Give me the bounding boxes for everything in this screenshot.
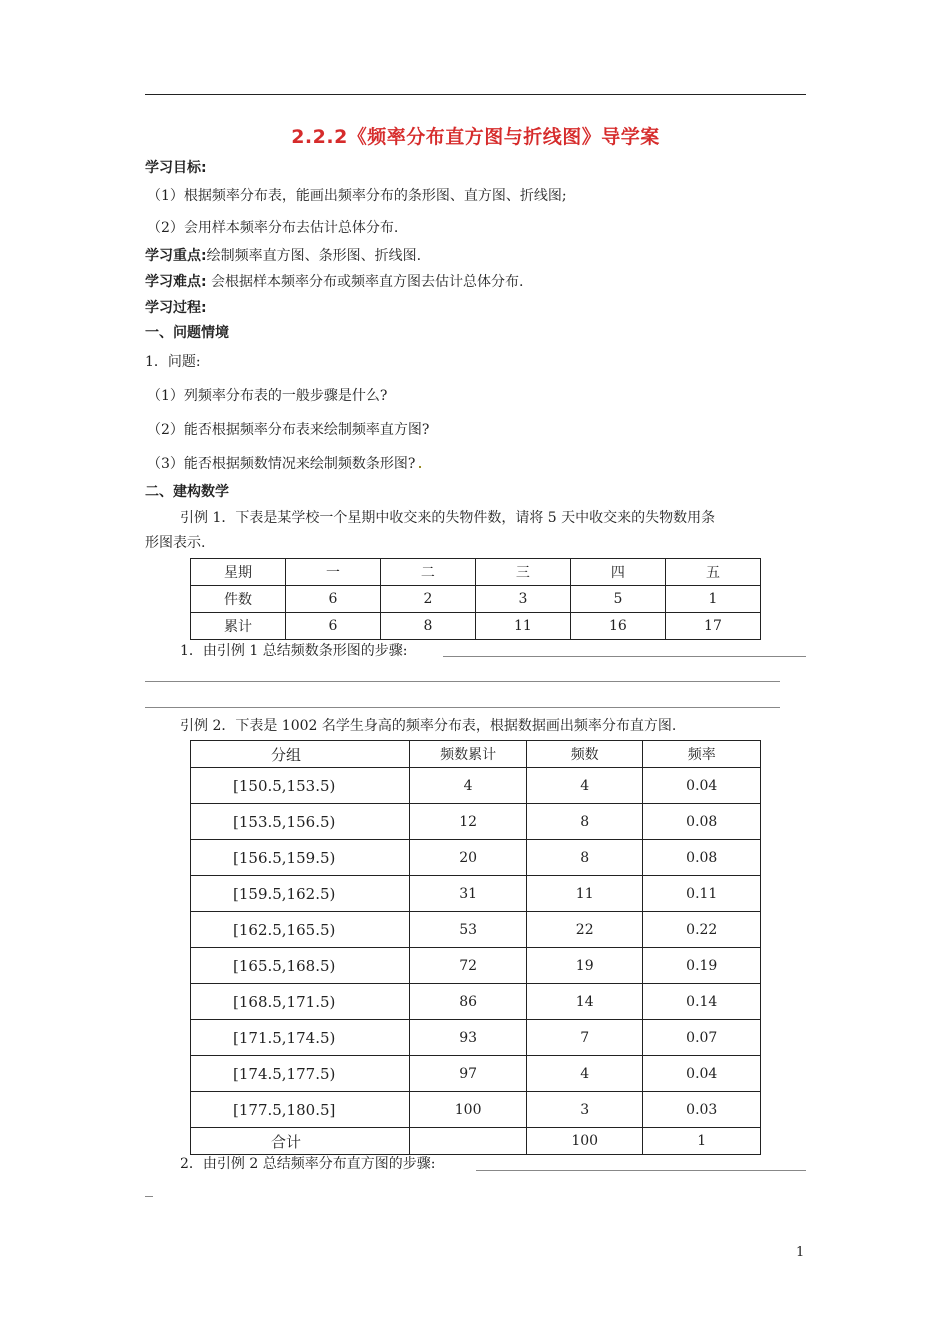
table-row [191,613,761,640]
table-footer-cell: 合计 [191,1128,410,1155]
table-header-row [191,741,761,768]
header-rule [145,94,806,95]
key-point-label: 学习重点: [145,248,207,264]
table-cell: 22 [526,912,643,948]
table-header-cell: 频数累计 [410,741,527,768]
table-cell: [153.5,156.5) [191,804,410,840]
table-row [191,804,761,840]
table-cell: 0.07 [643,1020,761,1056]
table-cell: 100 [410,1092,527,1128]
table-cell: 8 [380,613,475,640]
table-cell: 0.22 [643,912,761,948]
example-2: 引例 2．下表是 1002 名学生身高的频率分布表，根据数据画出频率分布直方图. [180,718,677,734]
stray-mark [419,466,421,468]
table-header-cell: 频率 [643,741,761,768]
table-cell: 0.14 [643,984,761,1020]
table-footer-row [191,1128,761,1155]
answer-blank-2[interactable] [145,681,780,682]
table-cell: 6 [285,613,380,640]
table-header-cell: 频数 [526,741,643,768]
difficulty-label: 学习难点: [145,274,207,290]
table-cell: 四 [570,559,665,586]
table-cell: 11 [526,876,643,912]
table-cell: [156.5,159.5) [191,840,410,876]
answer-blank-1[interactable] [443,656,806,657]
table-row [191,586,761,613]
table-cell: 16 [570,613,665,640]
document-title: 2.2.2《频率分布直方图与折线图》导学案 [291,126,660,148]
table-cell: [168.5,171.5) [191,984,410,1020]
table-cell: 86 [410,984,527,1020]
table-row [191,559,761,586]
lost-items-table [190,558,761,640]
table-row [191,840,761,876]
example-1-line-1: 引例 1．下表是某学校一个星期中收交来的失物件数，请将 5 天中收交来的失物数用条 [180,510,716,526]
table-cell: 12 [410,804,527,840]
table-cell: 19 [526,948,643,984]
table-cell: 件数 [191,586,286,613]
table-cell: 2 [380,586,475,613]
table-row [191,1020,761,1056]
table-cell: [165.5,168.5) [191,948,410,984]
table-row [191,912,761,948]
answer-blank-5[interactable] [145,1196,153,1197]
key-point-text: 绘制频率直方图、条形图、折线图. [206,248,422,264]
table-row [191,1092,761,1128]
table-cell: 20 [410,840,527,876]
table-cell: 5 [570,586,665,613]
question-intro: 1．问题: [145,354,201,370]
answer-blank-4[interactable] [476,1170,806,1171]
table-cell: 二 [380,559,475,586]
difficulty [145,272,524,292]
table-row [191,984,761,1020]
table-row [191,876,761,912]
table-cell: 8 [526,804,643,840]
table-row [191,768,761,804]
table-cell: 五 [665,559,760,586]
summary-2: 2．由引例 2 总结频率分布直方图的步骤: [180,1156,436,1172]
table-row [191,948,761,984]
table-cell: 7 [526,1020,643,1056]
table-cell: [162.5,165.5) [191,912,410,948]
table-cell: 累计 [191,613,286,640]
table-cell: 97 [410,1056,527,1092]
table-cell: 三 [475,559,570,586]
table-cell: 0.08 [643,804,761,840]
table-cell: 0.04 [643,1056,761,1092]
table-cell: 93 [410,1020,527,1056]
table-cell: 一 [285,559,380,586]
table-cell: 31 [410,876,527,912]
table-cell: 3 [526,1092,643,1128]
process-heading: 学习过程: [145,300,207,316]
table-cell: 4 [526,768,643,804]
example-1-line-2: 形图表示. [145,535,206,551]
table-header-cell: 分组 [191,741,410,768]
question-2: （2）能否根据频率分布表来绘制频率直方图? [147,422,430,438]
page-number: 1 [796,1245,805,1260]
table-cell: 0.03 [643,1092,761,1128]
table-cell: 14 [526,984,643,1020]
key-point [145,246,421,266]
table-cell: 0.04 [643,768,761,804]
height-frequency-table [190,740,761,1155]
summary-1: 1．由引例 1 总结频数条形图的步骤: [180,643,408,659]
table-footer-cell: 100 [526,1128,643,1155]
table-cell: 3 [475,586,570,613]
table-footer-cell: 1 [643,1128,761,1155]
section-2-heading: 二、建构数学 [145,484,229,500]
section-1-heading: 一、问题情境 [145,325,229,341]
objective-2: （2）会用样本频率分布去估计总体分布. [147,220,399,236]
table-cell: [171.5,174.5) [191,1020,410,1056]
table-cell: 4 [526,1056,643,1092]
table-cell: [174.5,177.5) [191,1056,410,1092]
objectives-heading: 学习目标: [145,160,207,176]
table-cell: 8 [526,840,643,876]
table-cell: 53 [410,912,527,948]
question-3 [147,454,421,474]
table-cell: [177.5,180.5] [191,1092,410,1128]
question-3-text: （3）能否根据频数情况来绘制频数条形图? [147,456,416,472]
table-cell: 11 [475,613,570,640]
difficulty-text: 会根据样本频率分布或频率直方图去估计总体分布. [206,274,524,290]
table-cell: 17 [665,613,760,640]
table-row [191,1056,761,1092]
answer-blank-3[interactable] [145,707,780,708]
table-cell: 星期 [191,559,286,586]
objective-1: （1）根据频率分布表，能画出频率分布的条形图、直方图、折线图; [147,188,567,204]
question-1: （1）列频率分布表的一般步骤是什么? [147,388,388,404]
table-footer-cell [410,1128,527,1155]
table-cell: 4 [410,768,527,804]
table-cell: 1 [665,586,760,613]
table-cell: 72 [410,948,527,984]
table-cell: 0.19 [643,948,761,984]
table-cell: 0.08 [643,840,761,876]
table-cell: 0.11 [643,876,761,912]
table-cell: [159.5,162.5) [191,876,410,912]
table-cell: [150.5,153.5) [191,768,410,804]
table-cell: 6 [285,586,380,613]
